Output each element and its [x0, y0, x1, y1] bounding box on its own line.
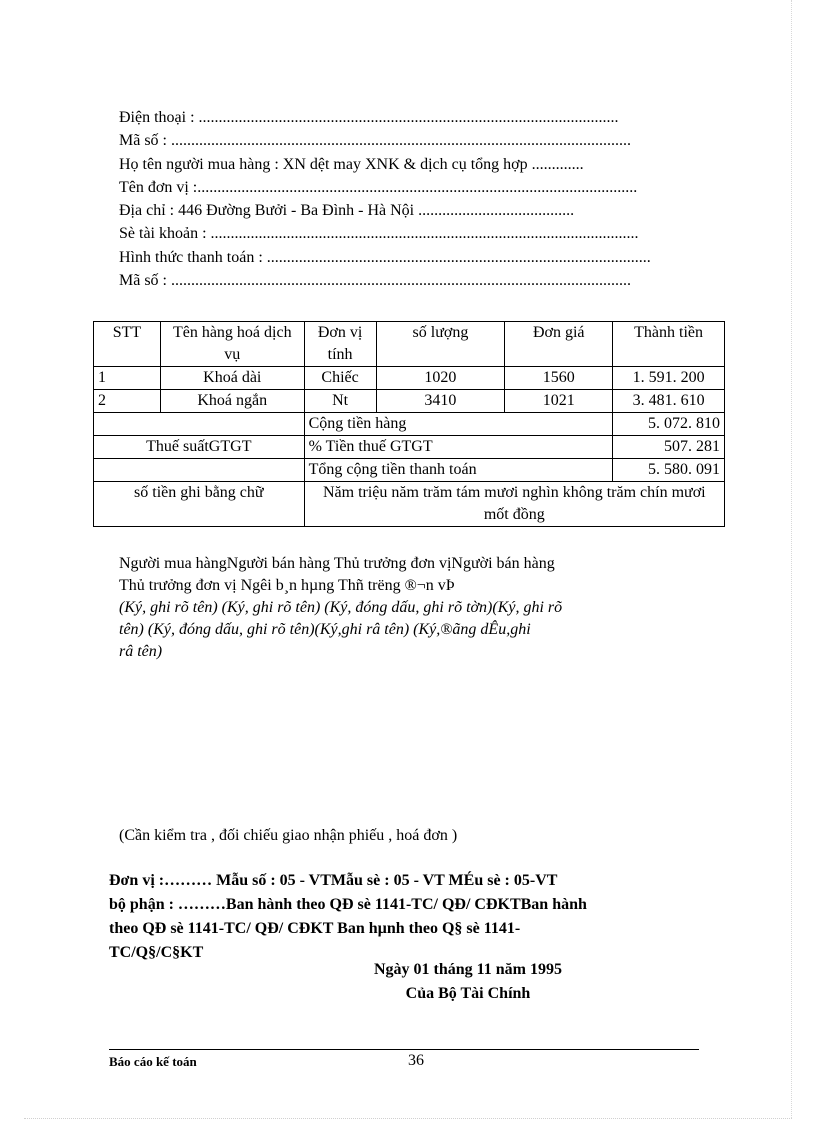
subtotal-label: Cộng tiền hàng: [304, 413, 613, 436]
cell-quantity: 3410: [376, 390, 505, 413]
table-row: [94, 390, 725, 413]
amount-in-words-label: số tiền ghi bằng chữ: [94, 482, 305, 527]
subtotal-spacer: [94, 413, 305, 436]
phone-field: Điện thoại : .........................................................................................................: [119, 109, 619, 126]
header-quantity: số lượng: [376, 322, 505, 367]
cell-stt: 1: [94, 367, 161, 390]
tax-value: 507. 281: [613, 436, 725, 459]
unit-name-field: Tên đơn vị :..............................................................................................................: [119, 178, 638, 196]
form-code-line-3: theo QĐ sè 1141-TC/ QĐ/ CĐKT Ban hµnh theo Q§ sè 1141-: [109, 920, 521, 937]
header-unit: Đơn vị tính: [304, 322, 376, 367]
verification-note: (Cần kiểm tra , đối chiếu giao nhận phiếu , hoá đơn ): [119, 827, 458, 844]
page-number: 36: [408, 1052, 424, 1069]
amount-in-words-row: [94, 482, 725, 527]
page-right-edge: [791, 0, 792, 1118]
issuer: Của Bộ Tài Chính: [405, 985, 531, 1002]
cell-item-name: Khoá dài: [160, 367, 304, 390]
signature-line-2: Thủ trưởng đơn vị Ngêi b¸n hµng Thñ trëng ®¬n vÞ: [119, 577, 455, 594]
cell-unit-price: 1021: [505, 390, 613, 413]
subtotal-row: [94, 413, 725, 436]
footer-divider: [109, 1049, 699, 1050]
code-field: Mã số : ...................................................................................................................: [119, 132, 631, 150]
signature-line-4: tên) (Ký, đóng dấu, ghi rõ tên)(Ký,ghi râ tên) (Ký,®ãng dÊu,ghi: [119, 621, 531, 638]
signature-line-3: (Ký, ghi rõ tên) (Ký, ghi rõ tên) (Ký, đóng dấu, ghi rõ tờn)(Ký, ghi rõ: [119, 599, 563, 616]
payment-method-field: Hình thức thanh toán : ................................................................................................: [119, 248, 651, 266]
total-spacer: [94, 459, 305, 482]
amount-in-words-value: Năm triệu năm trăm tám mươi nghìn không trăm chín mươi mốt đồng: [304, 482, 724, 527]
signature-line-5: râ tên): [119, 643, 163, 660]
total-value: 5. 580. 091: [613, 459, 725, 482]
cell-unit: Chiếc: [304, 367, 376, 390]
total-row: [94, 459, 725, 482]
form-code-line-4: TC/Q§/C§KT: [109, 944, 204, 961]
page-bottom-edge: [24, 1118, 792, 1119]
form-code-block: [109, 869, 699, 965]
header-amount: Thành tiền: [613, 322, 725, 367]
cell-item-name: Khoá ngắn: [160, 390, 304, 413]
table-row: [94, 367, 725, 390]
cell-unit: Nt: [304, 390, 376, 413]
tax-row: [94, 436, 725, 459]
subtotal-value: 5. 072. 810: [613, 413, 725, 436]
signature-section: [119, 553, 719, 663]
cell-unit-price: 1560: [505, 367, 613, 390]
tax-rate-label: Thuế suấtGTGT: [94, 436, 305, 459]
goods-table: [93, 321, 725, 527]
form-code-line-2: bộ phận : ………Ban hành theo QĐ sè 1141-TC/ QĐ/ CĐKTBan hành: [109, 896, 587, 913]
cell-stt: 2: [94, 390, 161, 413]
address-field: Địa chỉ : 446 Đường Bưởi - Ba Đình - Hà Nội .......................................: [119, 202, 575, 220]
header-stt: STT: [94, 322, 161, 367]
cell-amount: 3. 481. 610: [613, 390, 725, 413]
form-code-line-1: Đơn vị :……… Mẫu số : 05 - VTMẫu sè : 05 - VT MÉu sè : 05-VT: [109, 872, 558, 889]
issue-date: Ngày 01 tháng 11 năm 1995: [373, 961, 563, 978]
tax-label: % Tiền thuế GTGT: [304, 436, 613, 459]
header-unit-price: Đơn giá: [505, 322, 613, 367]
cell-amount: 1. 591. 200: [613, 367, 725, 390]
tax-code-field: Mã số : ...................................................................................................................: [119, 272, 631, 290]
signature-line-1: Người mua hàngNgười bán hàng Thủ trưởng đơn vịNgười bán hàng: [119, 555, 555, 572]
footer-title: Báo cáo kế toán: [109, 1054, 197, 1069]
buyer-info-section: [119, 106, 664, 292]
account-field: Sè tài khoản : ...........................................................................................................: [119, 225, 639, 243]
header-item-name: Tên hàng hoá dịch vụ: [160, 322, 304, 367]
cell-quantity: 1020: [376, 367, 505, 390]
table-header-row: [94, 322, 725, 367]
buyer-name-field: Họ tên người mua hàng : XN dệt may XNK & dịch cụ tổng hợp .............: [119, 155, 584, 173]
total-label: Tổng cộng tiền thanh toán: [304, 459, 613, 482]
